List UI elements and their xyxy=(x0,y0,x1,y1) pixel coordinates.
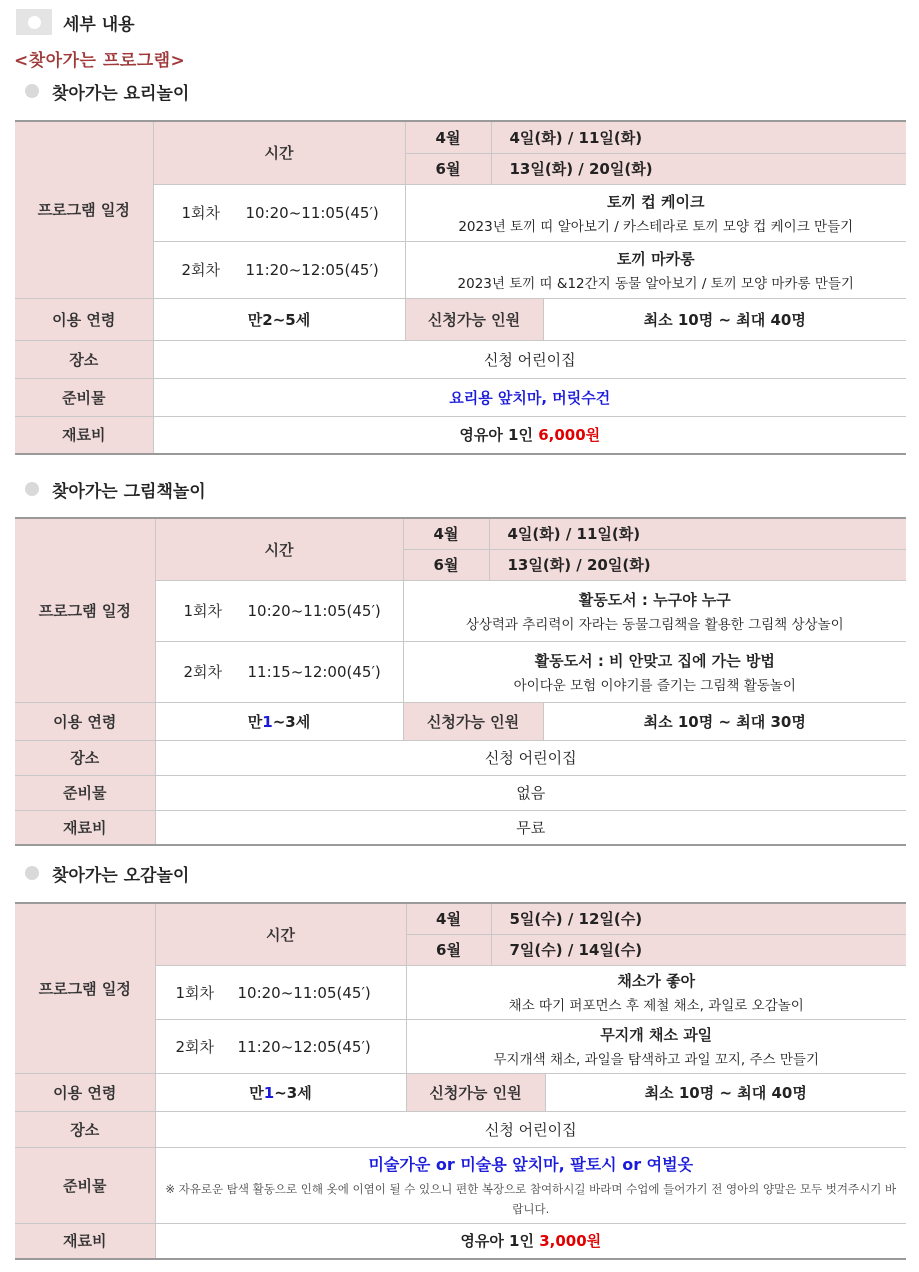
program-table-cooking xyxy=(15,120,906,455)
circle-bullet-icon xyxy=(25,866,39,880)
session-title: 활동도서 : 누구야 누구 xyxy=(578,590,731,609)
month-cell: 4월 xyxy=(405,121,491,153)
session-name: 2회차 xyxy=(183,663,223,681)
age-value: 만1~3세 xyxy=(155,702,403,740)
capacity-value: 최소 10명 ~ 최대 40명 xyxy=(545,1073,906,1111)
session-row xyxy=(155,580,403,641)
place-value: 신청 어린이집 xyxy=(155,1111,906,1147)
fee-label: 재료비 xyxy=(15,1223,155,1259)
month-cell: 6월 xyxy=(405,153,491,184)
session-name: 2회차 xyxy=(181,261,221,279)
header-bullet-icon xyxy=(16,9,52,35)
supplies-label: 준비물 xyxy=(15,378,153,416)
time-label: 시간 xyxy=(153,121,405,184)
fee-value: 영유아 1인 3,000원 xyxy=(155,1223,906,1259)
place-label: 장소 xyxy=(15,740,155,775)
schedule-label: 프로그램 일정 xyxy=(15,518,155,702)
session-title: 토끼 마카롱 xyxy=(616,249,695,268)
time-label: 시간 xyxy=(155,903,406,965)
session-row xyxy=(155,641,403,702)
age-value: 만1~3세 xyxy=(155,1073,406,1111)
section-header xyxy=(16,8,135,36)
capacity-value: 최소 10명 ~ 최대 40명 xyxy=(543,298,906,340)
program-title: 찾아가는 오감놀이 xyxy=(52,865,190,886)
schedule-label: 프로그램 일정 xyxy=(15,121,153,298)
capacity-value: 최소 10명 ~ 최대 30명 xyxy=(543,702,906,740)
program-table-sensory xyxy=(15,902,906,1260)
session-desc: 2023년 토끼 띠 알아보기 / 카스테라로 토끼 모양 컵 케이크 만들기 xyxy=(458,218,854,235)
schedule-label: 프로그램 일정 xyxy=(15,903,155,1073)
session-detail xyxy=(405,184,906,241)
session-title: 채소가 좋아 xyxy=(617,972,696,990)
session-time: 10:20~11:05(45′) xyxy=(237,983,371,1002)
session-desc: 채소 따기 퍼포먼스 후 제철 채소, 과일로 오감놀이 xyxy=(508,998,804,1014)
session-detail xyxy=(403,580,906,641)
session-time: 11:20~12:05(45′) xyxy=(237,1037,371,1056)
session-row xyxy=(155,1019,406,1073)
fee-label: 재료비 xyxy=(15,416,153,454)
program-heading-picturebook xyxy=(25,478,206,500)
age-label: 이용 연령 xyxy=(15,1073,155,1111)
circle-bullet-icon xyxy=(25,84,39,98)
session-name: 1회차 xyxy=(181,204,221,222)
place-value: 신청 어린이집 xyxy=(153,340,906,378)
fee-amount: 3,000원 xyxy=(539,1232,602,1251)
supplies-label: 준비물 xyxy=(15,1147,155,1223)
session-name: 2회차 xyxy=(175,1037,215,1056)
program-table-picturebook xyxy=(15,517,906,846)
session-row xyxy=(153,184,405,241)
session-row xyxy=(153,241,405,298)
month-cell: 6월 xyxy=(403,549,489,580)
session-desc: 아이다운 모험 이야기를 즐기는 그림책 활동놀이 xyxy=(513,677,796,694)
supplies-cell xyxy=(155,1147,906,1223)
program-heading-sensory xyxy=(25,862,189,884)
session-detail xyxy=(406,965,906,1019)
supplies-note: ※ 자유로운 탐색 활동으로 인해 옷에 이염이 될 수 있으니 편한 복장으로 참여하시길 바라며 수업에 들어가기 전 영아의 양말은 모두 벗겨주시기 바랍니다. xyxy=(165,1181,897,1216)
place-value: 신청 어린이집 xyxy=(155,740,906,775)
age-value: 만2~5세 xyxy=(153,298,405,340)
supplies-label: 준비물 xyxy=(15,775,155,810)
fee-label: 재료비 xyxy=(15,810,155,845)
month-dates: 13일(화) / 20일(화) xyxy=(489,549,906,580)
time-label: 시간 xyxy=(155,518,403,580)
session-name: 1회차 xyxy=(183,602,223,620)
age-label: 이용 연령 xyxy=(15,702,155,740)
session-detail xyxy=(403,641,906,702)
session-title: 활동도서 : 비 안맞고 집에 가는 방법 xyxy=(534,651,775,670)
session-detail xyxy=(406,1019,906,1073)
place-label: 장소 xyxy=(15,340,153,378)
capacity-label: 신청가능 인원 xyxy=(406,1073,545,1111)
month-dates: 4일(화) / 11일(화) xyxy=(489,518,906,549)
age-label: 이용 연령 xyxy=(15,298,153,340)
program-title: 찾아가는 그림책놀이 xyxy=(52,481,206,502)
session-name: 1회차 xyxy=(175,983,215,1002)
page-subtitle: <찾아가는 프로그램> xyxy=(14,51,186,71)
session-title: 무지개 채소 과일 xyxy=(600,1026,713,1044)
circle-bullet-icon xyxy=(25,482,39,496)
program-title: 찾아가는 요리놀이 xyxy=(52,83,190,104)
session-detail xyxy=(405,241,906,298)
session-time: 10:20~11:05(45′) xyxy=(247,602,381,620)
month-dates: 4일(화) / 11일(화) xyxy=(491,121,906,153)
month-dates: 5일(수) / 12일(수) xyxy=(491,903,906,934)
month-dates: 7일(수) / 14일(수) xyxy=(491,934,906,965)
month-cell: 4월 xyxy=(406,903,491,934)
supplies-value: 요리용 앞치마, 머릿수건 xyxy=(153,378,906,416)
session-desc: 2023년 토끼 띠 &12간지 동물 알아보기 / 토끼 모양 마카롱 만들기 xyxy=(457,275,854,292)
month-dates: 13일(화) / 20일(화) xyxy=(491,153,906,184)
month-cell: 6월 xyxy=(406,934,491,965)
capacity-label: 신청가능 인원 xyxy=(405,298,543,340)
session-time: 11:15~12:00(45′) xyxy=(247,663,381,681)
fee-value: 영유아 1인 6,000원 xyxy=(153,416,906,454)
supplies-value: 없음 xyxy=(155,775,906,810)
fee-value: 무료 xyxy=(155,810,906,845)
session-title: 토끼 컵 케이크 xyxy=(607,192,705,211)
session-time: 11:20~12:05(45′) xyxy=(245,261,379,279)
supplies-value: 미술가운 or 미술용 앞치마, 팔토시 or 여벌옷 xyxy=(368,1154,694,1174)
session-row xyxy=(155,965,406,1019)
program-heading-cooking xyxy=(25,80,189,102)
capacity-label: 신청가능 인원 xyxy=(403,702,543,740)
fee-amount: 6,000원 xyxy=(538,426,601,445)
header-title: 세부 내용 xyxy=(63,14,135,35)
place-label: 장소 xyxy=(15,1111,155,1147)
session-desc: 상상력과 추리력이 자라는 동물그림책을 활용한 그림책 상상놀이 xyxy=(465,616,844,633)
session-time: 10:20~11:05(45′) xyxy=(245,204,379,222)
session-desc: 무지개색 채소, 과일을 탐색하고 과일 꼬지, 주스 만들기 xyxy=(493,1052,820,1068)
month-cell: 4월 xyxy=(403,518,489,549)
